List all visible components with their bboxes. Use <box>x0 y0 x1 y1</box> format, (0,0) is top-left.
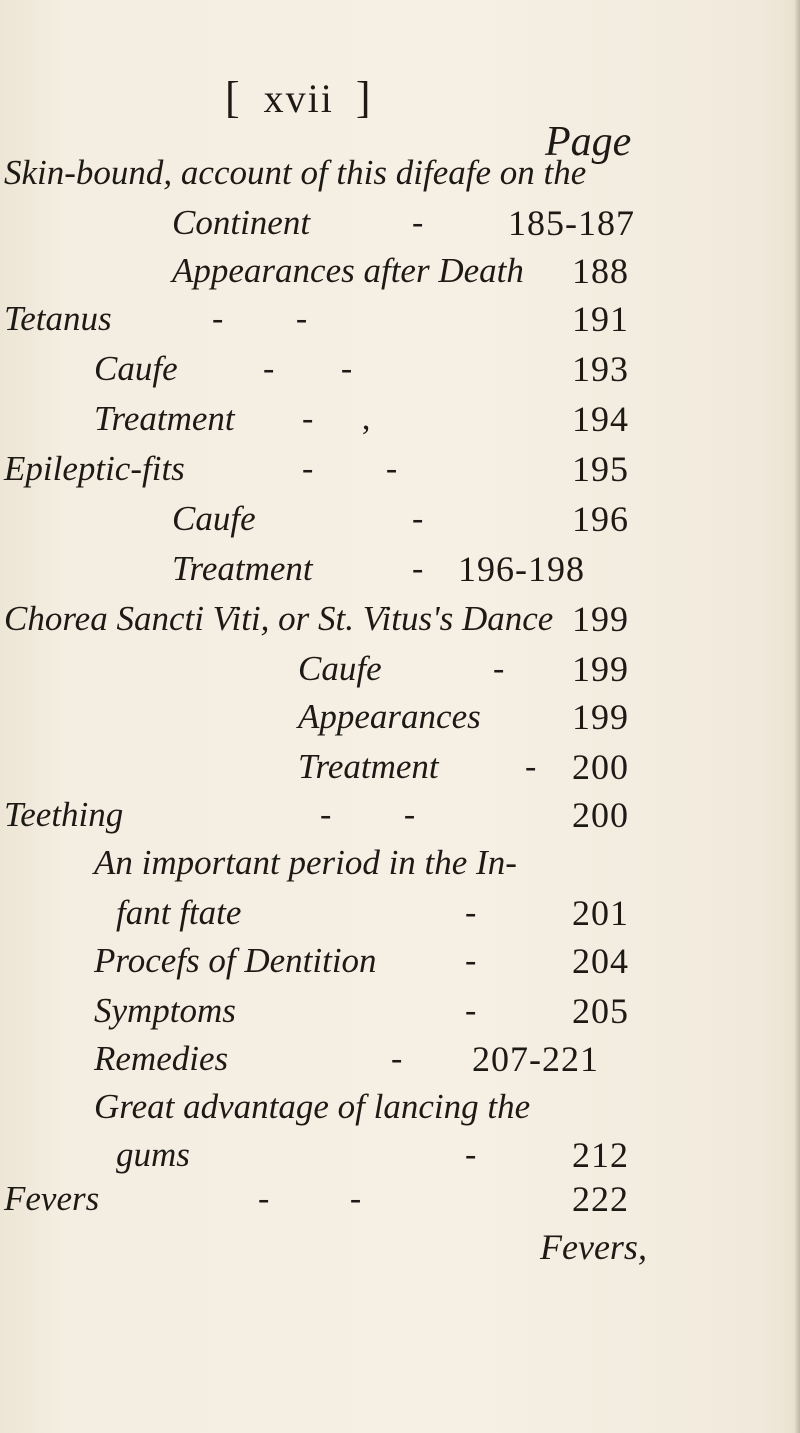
page-column-label: Page <box>545 119 632 165</box>
index-entry: Procefs of Dentition <box>94 941 377 980</box>
leader-dash: - <box>465 942 477 979</box>
index-entry: Caufe <box>172 499 256 538</box>
leader-dash: - - <box>302 450 398 487</box>
page-number: 199 <box>572 649 629 689</box>
page-number: 200 <box>572 747 629 787</box>
index-entry: Caufe <box>94 349 178 388</box>
index-entry: Symptoms <box>94 991 236 1030</box>
index-entry: An important period in the In- <box>94 843 517 882</box>
index-entry: Tetanus <box>4 299 112 338</box>
index-entry: Treatment <box>298 747 439 786</box>
page-number: 205 <box>572 991 629 1031</box>
leader-dash: - <box>525 748 537 785</box>
page-number: 194 <box>572 399 629 439</box>
page-number: 200 <box>572 795 629 835</box>
index-entry: Appearances <box>298 697 481 736</box>
leader-dash: - <box>465 1136 477 1173</box>
index-entry: Treatment <box>172 549 313 588</box>
page-number: 199 <box>572 599 629 639</box>
index-entry: Epileptic-fits <box>4 449 185 488</box>
index-entry: Great advantage of lancing the <box>94 1087 531 1126</box>
index-entry: Fevers <box>4 1179 100 1218</box>
page-number: 212 <box>572 1135 629 1175</box>
leader-dash: - <box>493 650 505 687</box>
index-entry: Remedies <box>94 1039 229 1078</box>
page-number: 196 <box>572 499 629 539</box>
index-entry: Caufe <box>298 649 382 688</box>
leader-dash: - <box>412 204 424 241</box>
page-number: 188 <box>572 251 629 291</box>
index-entry: Skin-bound, account of this difeafe on the <box>4 153 587 192</box>
catchword: Fevers, <box>540 1227 647 1267</box>
leader-dash: - <box>465 992 477 1029</box>
page-number: 196-198 <box>458 549 585 589</box>
leader-dash: - - <box>258 1180 362 1217</box>
page-number: 199 <box>572 697 629 737</box>
page-number: 201 <box>572 893 629 933</box>
page-number: 195 <box>572 449 629 489</box>
leader-dash: - - <box>320 796 416 833</box>
page-number: 191 <box>572 299 629 339</box>
bracket-open: [ <box>225 73 242 122</box>
page-number: 204 <box>572 941 629 981</box>
leader-dash: - <box>412 500 424 537</box>
page-header <box>225 72 373 123</box>
index-entry: Appearances after Death <box>172 251 524 290</box>
index-entry: fant ftate <box>116 893 242 932</box>
page-edge-shadow <box>794 0 800 1433</box>
index-entry: Treatment <box>94 399 235 438</box>
leader-dash: - <box>465 894 477 931</box>
page-number: 193 <box>572 349 629 389</box>
bracket-close: ] <box>355 73 373 122</box>
leader-dash: - - <box>263 350 353 387</box>
page-number: 207-221 <box>472 1039 599 1079</box>
index-entry: gums <box>116 1135 190 1174</box>
leader-dash: - , <box>302 400 371 437</box>
leader-dash: - <box>391 1040 403 1077</box>
page-number: 222 <box>572 1179 629 1219</box>
leader-dash: - <box>412 550 424 587</box>
folio-number: xvii <box>263 76 334 121</box>
index-entry: Chorea Sancti Viti, or St. Vitus's Dance <box>4 599 554 638</box>
index-entry: Continent <box>172 203 311 242</box>
page-number: 185-187 <box>508 203 635 243</box>
leader-dash: - - <box>212 300 308 337</box>
index-entry: Teething <box>4 795 124 834</box>
